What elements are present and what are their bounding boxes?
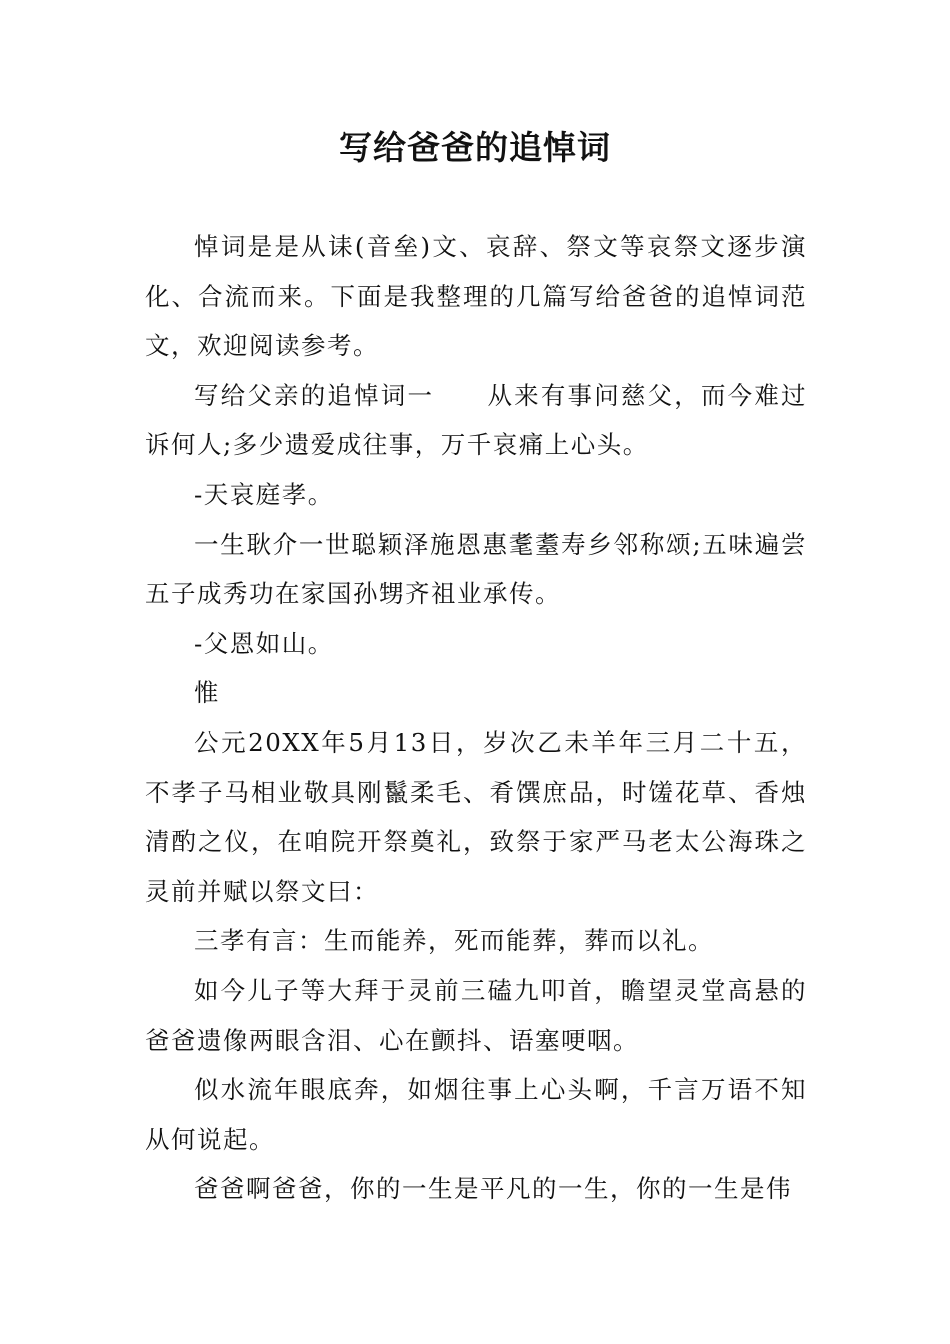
paragraph: 写给父亲的追悼词一 从来有事问慈父，而今难过诉何人;多少遗爱成往事，万千哀痛上心头。 [145,380,807,460]
paragraph: -天哀庭孝。 [194,479,334,509]
paragraph: 似水流年眼底奔，如烟往事上心头啊，千言万语不知从何说起。 [145,1075,807,1154]
document-body [145,222,807,1214]
document-title: 写给爸爸的追悼词 [339,128,611,167]
paragraph: 公元20XX年5月13日，岁次乙未羊年三月二十五，不孝子马相业敬具刚鬣柔毛、肴馔庶品，时馐花草、香烛清酌之仪，在咱院开祭奠礼，致祭于家严马老太公海珠之灵前并赋以祭文曰： [145,727,807,906]
paragraph: 如今儿子等大拜于灵前三磕九叩首，瞻望灵堂高悬的爸爸遗像两眼含泪、心在颤抖、语塞哽咽。 [145,975,807,1055]
paragraph: 三孝有言：生而能养，死而能葬，葬而以礼。 [194,926,714,956]
paragraph: 悼词是是从诔(音垒)文、哀辞、祭文等哀祭文逐步演化、合流而来。下面是我整理的几篇写给爸爸的追悼词范文，欢迎阅读参考。 [145,232,807,361]
paragraph: 一生耿介一世聪颖泽施恩惠耄耋寿乡邻称颂;五味遍尝五子成秀功在家国孙甥齐祖业承传。 [145,529,807,609]
paragraph: 爸爸啊爸爸，你的一生是平凡的一生，你的一生是伟 [194,1174,792,1204]
paragraph: 惟 [194,678,220,708]
paragraph: -父恩如山。 [194,628,334,658]
